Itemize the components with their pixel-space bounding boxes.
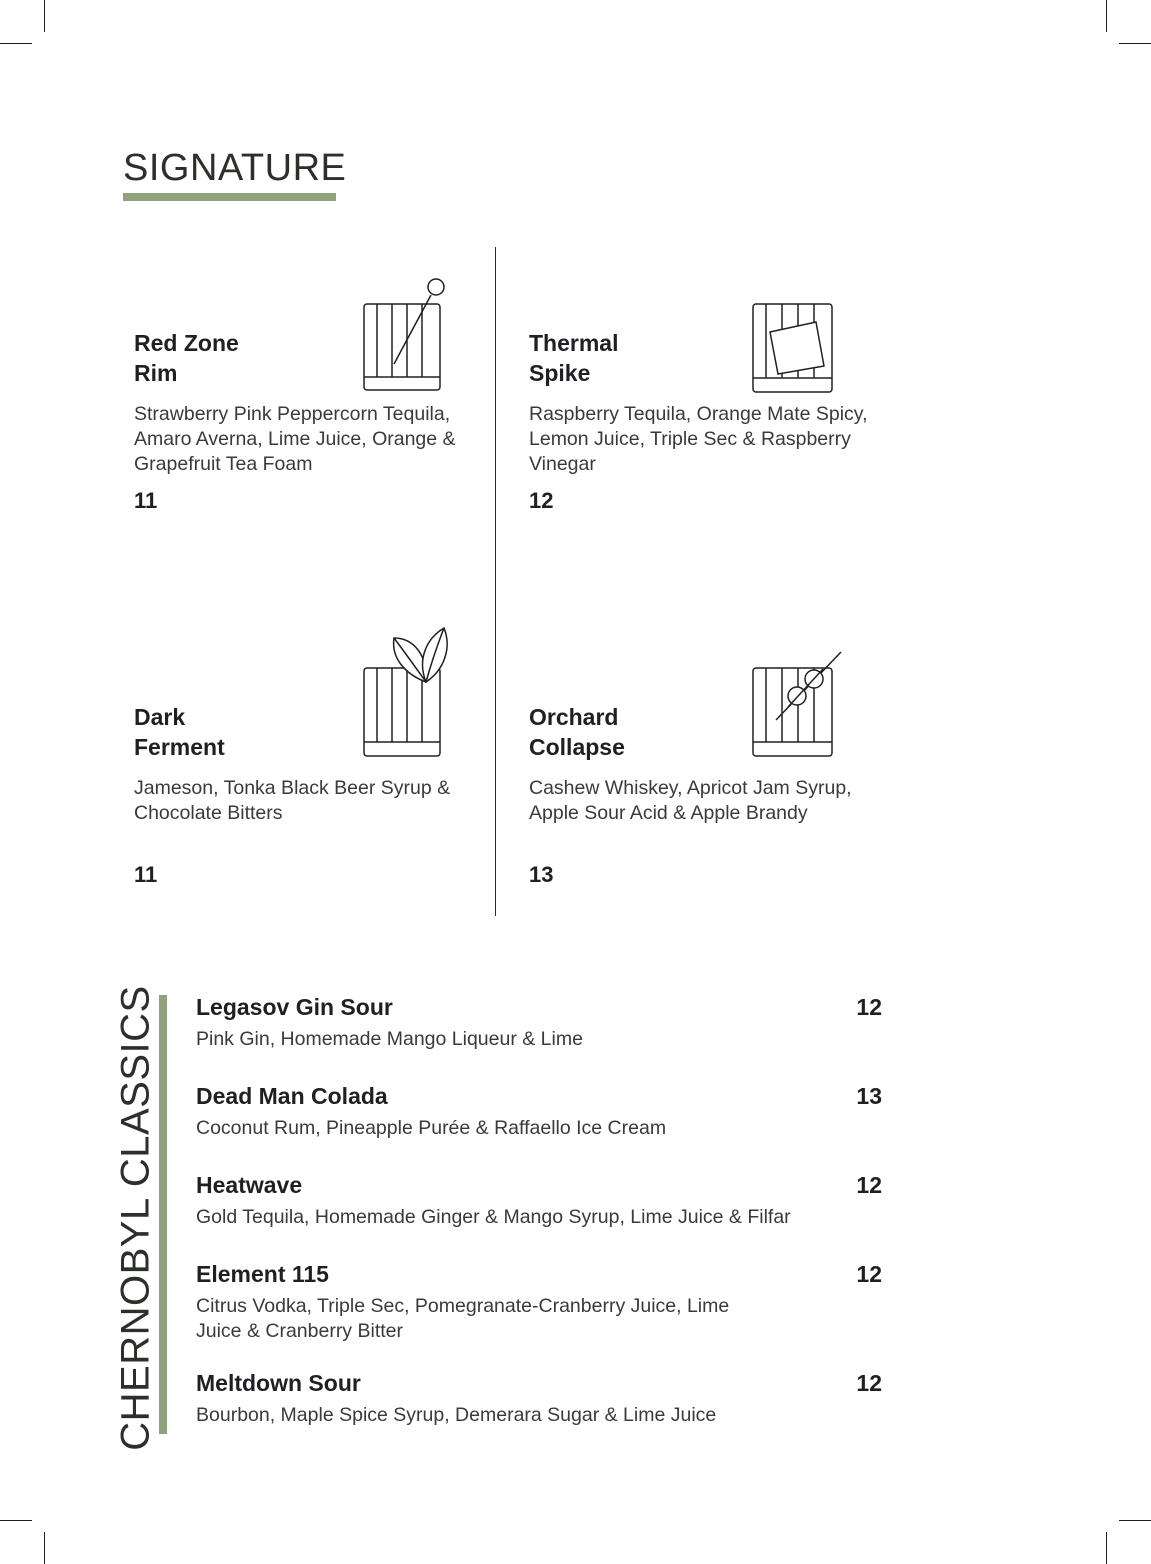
- signature-column-divider: [495, 247, 496, 916]
- classic-name: Element 115: [196, 1261, 329, 1287]
- classic-description: Citrus Vodka, Triple Sec, Pomegranate-Cranberry Juice, Lime Juice & Cranberry Bitter: [196, 1295, 730, 1342]
- crop-mark-top-left-vertical: [44, 0, 45, 32]
- drink-name-line1: Orchard: [529, 704, 619, 730]
- classic-price: 13: [856, 1083, 882, 1109]
- drink-description: Cashew Whiskey, Apricot Jam Syrup, Apple Sour Acid & Apple Brandy: [529, 777, 852, 824]
- drink-description: Jameson, Tonka Black Beer Syrup & Chocolate Bitters: [134, 777, 451, 824]
- signature-title-underline: [123, 193, 336, 201]
- classics-title: CHERNOBYL CLASSICS: [113, 985, 158, 1451]
- drink-name: [134, 702, 225, 762]
- classic-price: 12: [856, 1261, 882, 1287]
- drink-name: [529, 702, 625, 762]
- drink-price: 11: [134, 862, 158, 887]
- signature-title: SIGNATURE: [123, 147, 347, 189]
- classic-price: 12: [856, 1172, 882, 1198]
- crop-mark-top-left-horizontal: [0, 43, 32, 44]
- classic-price: 12: [856, 994, 882, 1020]
- classic-name: Legasov Gin Sour: [196, 994, 393, 1020]
- drink-name-line1: Red Zone: [134, 330, 239, 356]
- drink-description: Strawberry Pink Peppercorn Tequila, Amaro Averna, Lime Juice, Orange & Grapefruit Tea Foam: [134, 403, 456, 475]
- glass-with-leaves-icon: [360, 626, 452, 760]
- drink-name-line1: Dark: [134, 704, 186, 730]
- crop-mark-top-right-horizontal: [1119, 43, 1151, 44]
- classic-name: Dead Man Colada: [196, 1083, 388, 1109]
- crop-mark-top-right-vertical: [1106, 0, 1107, 32]
- drink-price: 13: [529, 862, 554, 887]
- crop-mark-bottom-right-vertical: [1106, 1532, 1107, 1564]
- drink-price: 11: [134, 488, 158, 513]
- glass-with-ice-cube-icon: [750, 302, 836, 396]
- classic-name: Meltdown Sour: [196, 1370, 361, 1396]
- classic-price: 12: [856, 1370, 882, 1396]
- drink-description: Raspberry Tequila, Orange Mate Spicy, Lemon Juice, Triple Sec & Raspberry Vinegar: [529, 403, 868, 475]
- classic-description: Coconut Rum, Pineapple Purée & Raffaello Ice Cream: [196, 1117, 667, 1139]
- drink-price: 12: [529, 488, 554, 513]
- drink-name-line2: Rim: [134, 360, 178, 386]
- drink-name: [529, 328, 618, 388]
- glass-with-skewer-icon: [750, 650, 844, 760]
- crop-mark-bottom-right-horizontal: [1119, 1520, 1151, 1521]
- drink-name-line1: Thermal: [529, 330, 619, 356]
- classic-description: Pink Gin, Homemade Mango Liqueur & Lime: [196, 1028, 583, 1050]
- drink-name-line2: Collapse: [529, 734, 625, 760]
- drink-name-line2: Ferment: [134, 734, 225, 760]
- drink-name-line2: Spike: [529, 360, 591, 386]
- crop-mark-bottom-left-horizontal: [0, 1520, 32, 1521]
- classic-name: Heatwave: [196, 1172, 303, 1198]
- classics-accent-bar: [159, 995, 167, 1434]
- glass-with-stirrer-icon: [360, 276, 452, 394]
- classic-description: Bourbon, Maple Spice Syrup, Demerara Sugar & Lime Juice: [196, 1404, 717, 1426]
- drink-name: [134, 328, 239, 388]
- classic-description: Gold Tequila, Homemade Ginger & Mango Syrup, Lime Juice & Filfar: [196, 1206, 791, 1228]
- crop-mark-bottom-left-vertical: [44, 1532, 45, 1564]
